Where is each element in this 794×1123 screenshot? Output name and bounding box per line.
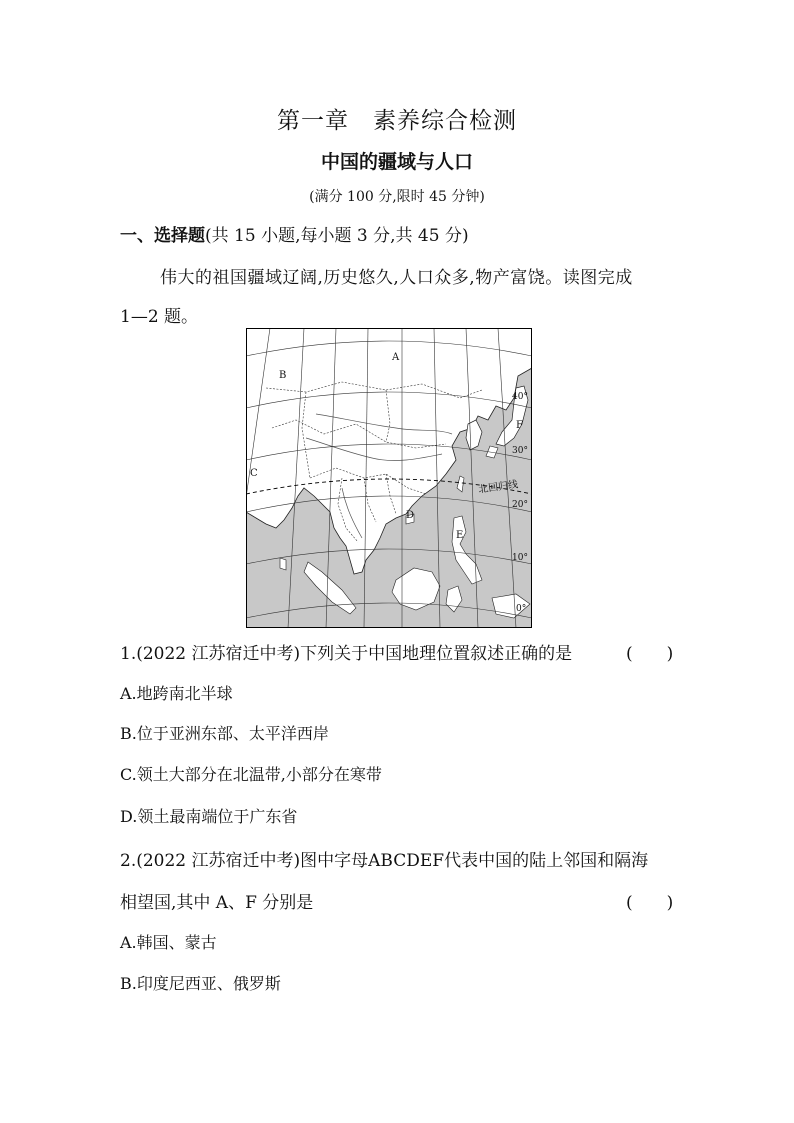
- page-subtitle: 中国的疆域与人口: [320, 151, 473, 173]
- chapter-title: 第一章 素养综合检测: [277, 108, 517, 134]
- latitude-label: 30°: [512, 446, 528, 456]
- section-heading: [120, 221, 469, 246]
- question-1-option-b: B.位于亚洲东部、太平洋西岸: [120, 724, 329, 743]
- map-letter-c: C: [250, 468, 258, 479]
- map-letter-a: A: [392, 352, 400, 363]
- question-1-option-c: C.领土大部分在北温带,小部分在寒带: [120, 765, 382, 784]
- latitude-label: 10°: [512, 553, 528, 563]
- latitude-label: 20°: [512, 500, 528, 510]
- map-letter-e: E: [456, 530, 464, 541]
- section-number: 一、: [120, 226, 154, 246]
- intro-line-1: 伟大的祖国疆域辽阔,历史悠久,人口众多,物产富饶。读图完成: [160, 268, 633, 288]
- question-2-option-b: B.印度尼西亚、俄罗斯: [120, 974, 281, 993]
- question-2-option-a: A.韩国、蒙古: [120, 933, 217, 952]
- map-letter-d: D: [406, 510, 415, 521]
- map-letter-b: B: [279, 370, 287, 381]
- exam-note: (满分 100 分,限时 45 分钟): [309, 189, 485, 205]
- question-1-option-d: D.领土最南端位于广东省: [120, 807, 298, 826]
- question-1-stem: 1.(2022 江苏宿迁中考)下列关于中国地理位置叙述正确的是: [120, 644, 573, 664]
- tropic-label: 北回归线: [477, 479, 519, 496]
- latitude-label: 40°: [512, 392, 528, 402]
- section-detail: (共 15 小题,每小题 3 分,共 45 分): [205, 226, 469, 246]
- section-title: 选择题: [154, 226, 205, 246]
- intro-line-2: 1—2 题。: [120, 307, 199, 327]
- latitude-label: 0°: [516, 604, 527, 614]
- island: [280, 558, 286, 570]
- question-2-answer-paren: ( ): [626, 893, 674, 913]
- asia-map: [246, 328, 532, 628]
- question-1-option-a: A.地跨南北半球: [120, 684, 233, 703]
- question-2-stem-line-1: 2.(2022 江苏宿迁中考)图中字母ABCDEF代表中国的陆上邻国和隔海: [120, 851, 649, 871]
- question-2-stem-line-2: 相望国,其中 A、F 分别是: [120, 893, 314, 913]
- question-1-answer-paren: ( ): [626, 644, 674, 664]
- map-letter-f: F: [516, 420, 523, 431]
